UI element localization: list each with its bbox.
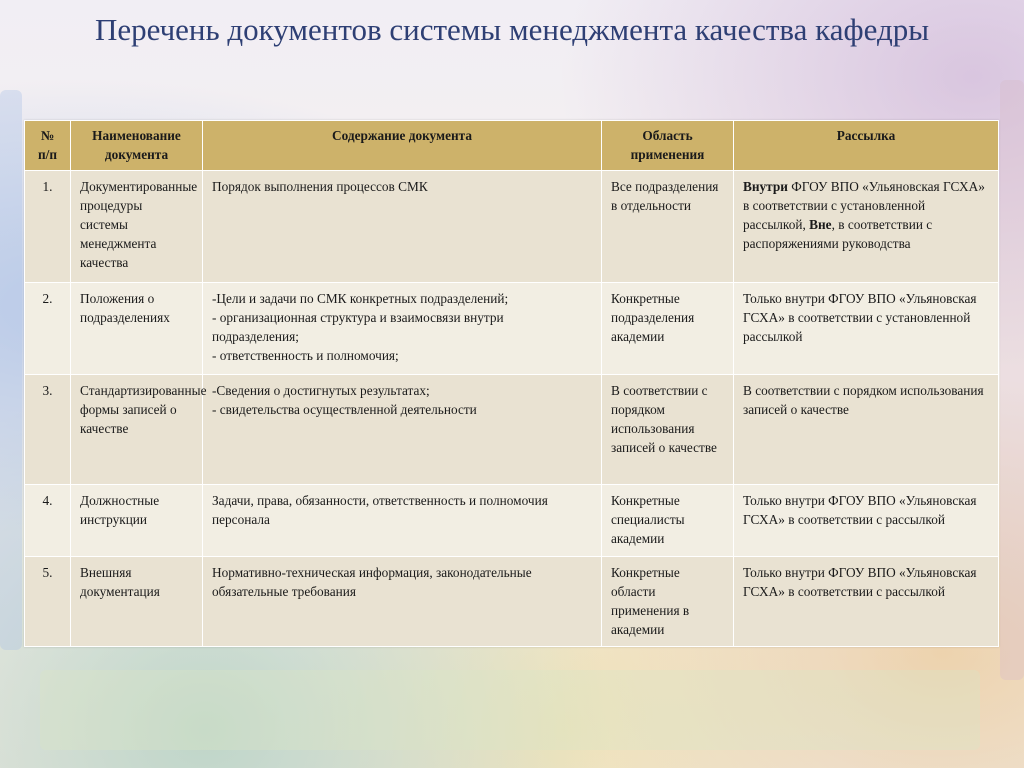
document-scope: Все подразделения в отдельности — [602, 171, 734, 283]
row-number: 4. — [25, 485, 71, 557]
document-scope: Конкретные области применения в академии — [602, 557, 734, 647]
distribution-bold-inside: Внутри — [743, 179, 788, 194]
header-content: Содержание документа — [203, 121, 602, 171]
document-content — [203, 375, 602, 485]
row-number: 2. — [25, 283, 71, 375]
document-content: Задачи, права, обязанности, ответственность и полномочия персонала — [203, 485, 602, 557]
distribution-bold-outside: Вне — [809, 217, 832, 232]
document-distribution: Только внутри ФГОУ ВПО «Ульяновская ГСХА» в соответствии с рассылкой — [734, 485, 999, 557]
content-line: -Сведения о достигнутых результатах; — [212, 383, 430, 398]
document-name: Должностные инструкции — [71, 485, 203, 557]
documents-table — [24, 120, 999, 647]
table-row — [25, 283, 999, 375]
document-scope: Конкретные подразделения академии — [602, 283, 734, 375]
header-scope: Область применения — [602, 121, 734, 171]
content-line: -Цели и задачи по СМК конкретных подразделений; — [212, 291, 509, 306]
slide-title: Перечень документов системы менеджмента качества кафедры — [94, 12, 930, 47]
document-distribution: Только внутри ФГОУ ВПО «Ульяновская ГСХА» в соответствии с установленной рассылкой — [734, 283, 999, 375]
table-row — [25, 375, 999, 485]
distribution-text: ФГОУ ВПО «Ульяновская ГСХА» в соответствии с установленной рассылкой, — [743, 179, 985, 232]
header-num: № п/п — [25, 121, 71, 171]
document-scope: Конкретные специалисты академии — [602, 485, 734, 557]
table-row — [25, 485, 999, 557]
document-content: Нормативно-техническая информация, законодательные обязательные требования — [203, 557, 602, 647]
content-line: - ответственность и полномочия; — [212, 348, 399, 363]
table-header-row — [25, 121, 999, 171]
distribution-text: , в соответствии с распоряжениями руководства — [743, 217, 933, 251]
row-number: 3. — [25, 375, 71, 485]
background-decoration-left — [0, 90, 22, 650]
document-name: Положения о подразделениях — [71, 283, 203, 375]
table-row — [25, 171, 999, 283]
header-distribution: Рассылка — [734, 121, 999, 171]
background-decoration-bottom — [40, 670, 980, 750]
document-distribution: Только внутри ФГОУ ВПО «Ульяновская ГСХА» в соответствии с рассылкой — [734, 557, 999, 647]
content-line: - организационная структура и взаимосвязи внутри подразделения; — [212, 310, 504, 344]
table-row — [25, 557, 999, 647]
document-content — [203, 283, 602, 375]
document-name: Документированные процедуры системы менеджмента качества — [71, 171, 203, 283]
content-line: - свидетельства осуществленной деятельности — [212, 402, 477, 417]
background-decoration-right — [1000, 80, 1024, 680]
row-number: 5. — [25, 557, 71, 647]
row-number: 1. — [25, 171, 71, 283]
document-content: Порядок выполнения процессов СМК — [203, 171, 602, 283]
document-scope: В соответствии с порядком использования записей о качестве — [602, 375, 734, 485]
document-name: Стандартизированные формы записей о качестве — [71, 375, 203, 485]
document-distribution: В соответствии с порядком использования записей о качестве — [734, 375, 999, 485]
document-name: Внешняя документация — [71, 557, 203, 647]
header-name: Наименование документа — [71, 121, 203, 171]
document-distribution — [734, 171, 999, 283]
